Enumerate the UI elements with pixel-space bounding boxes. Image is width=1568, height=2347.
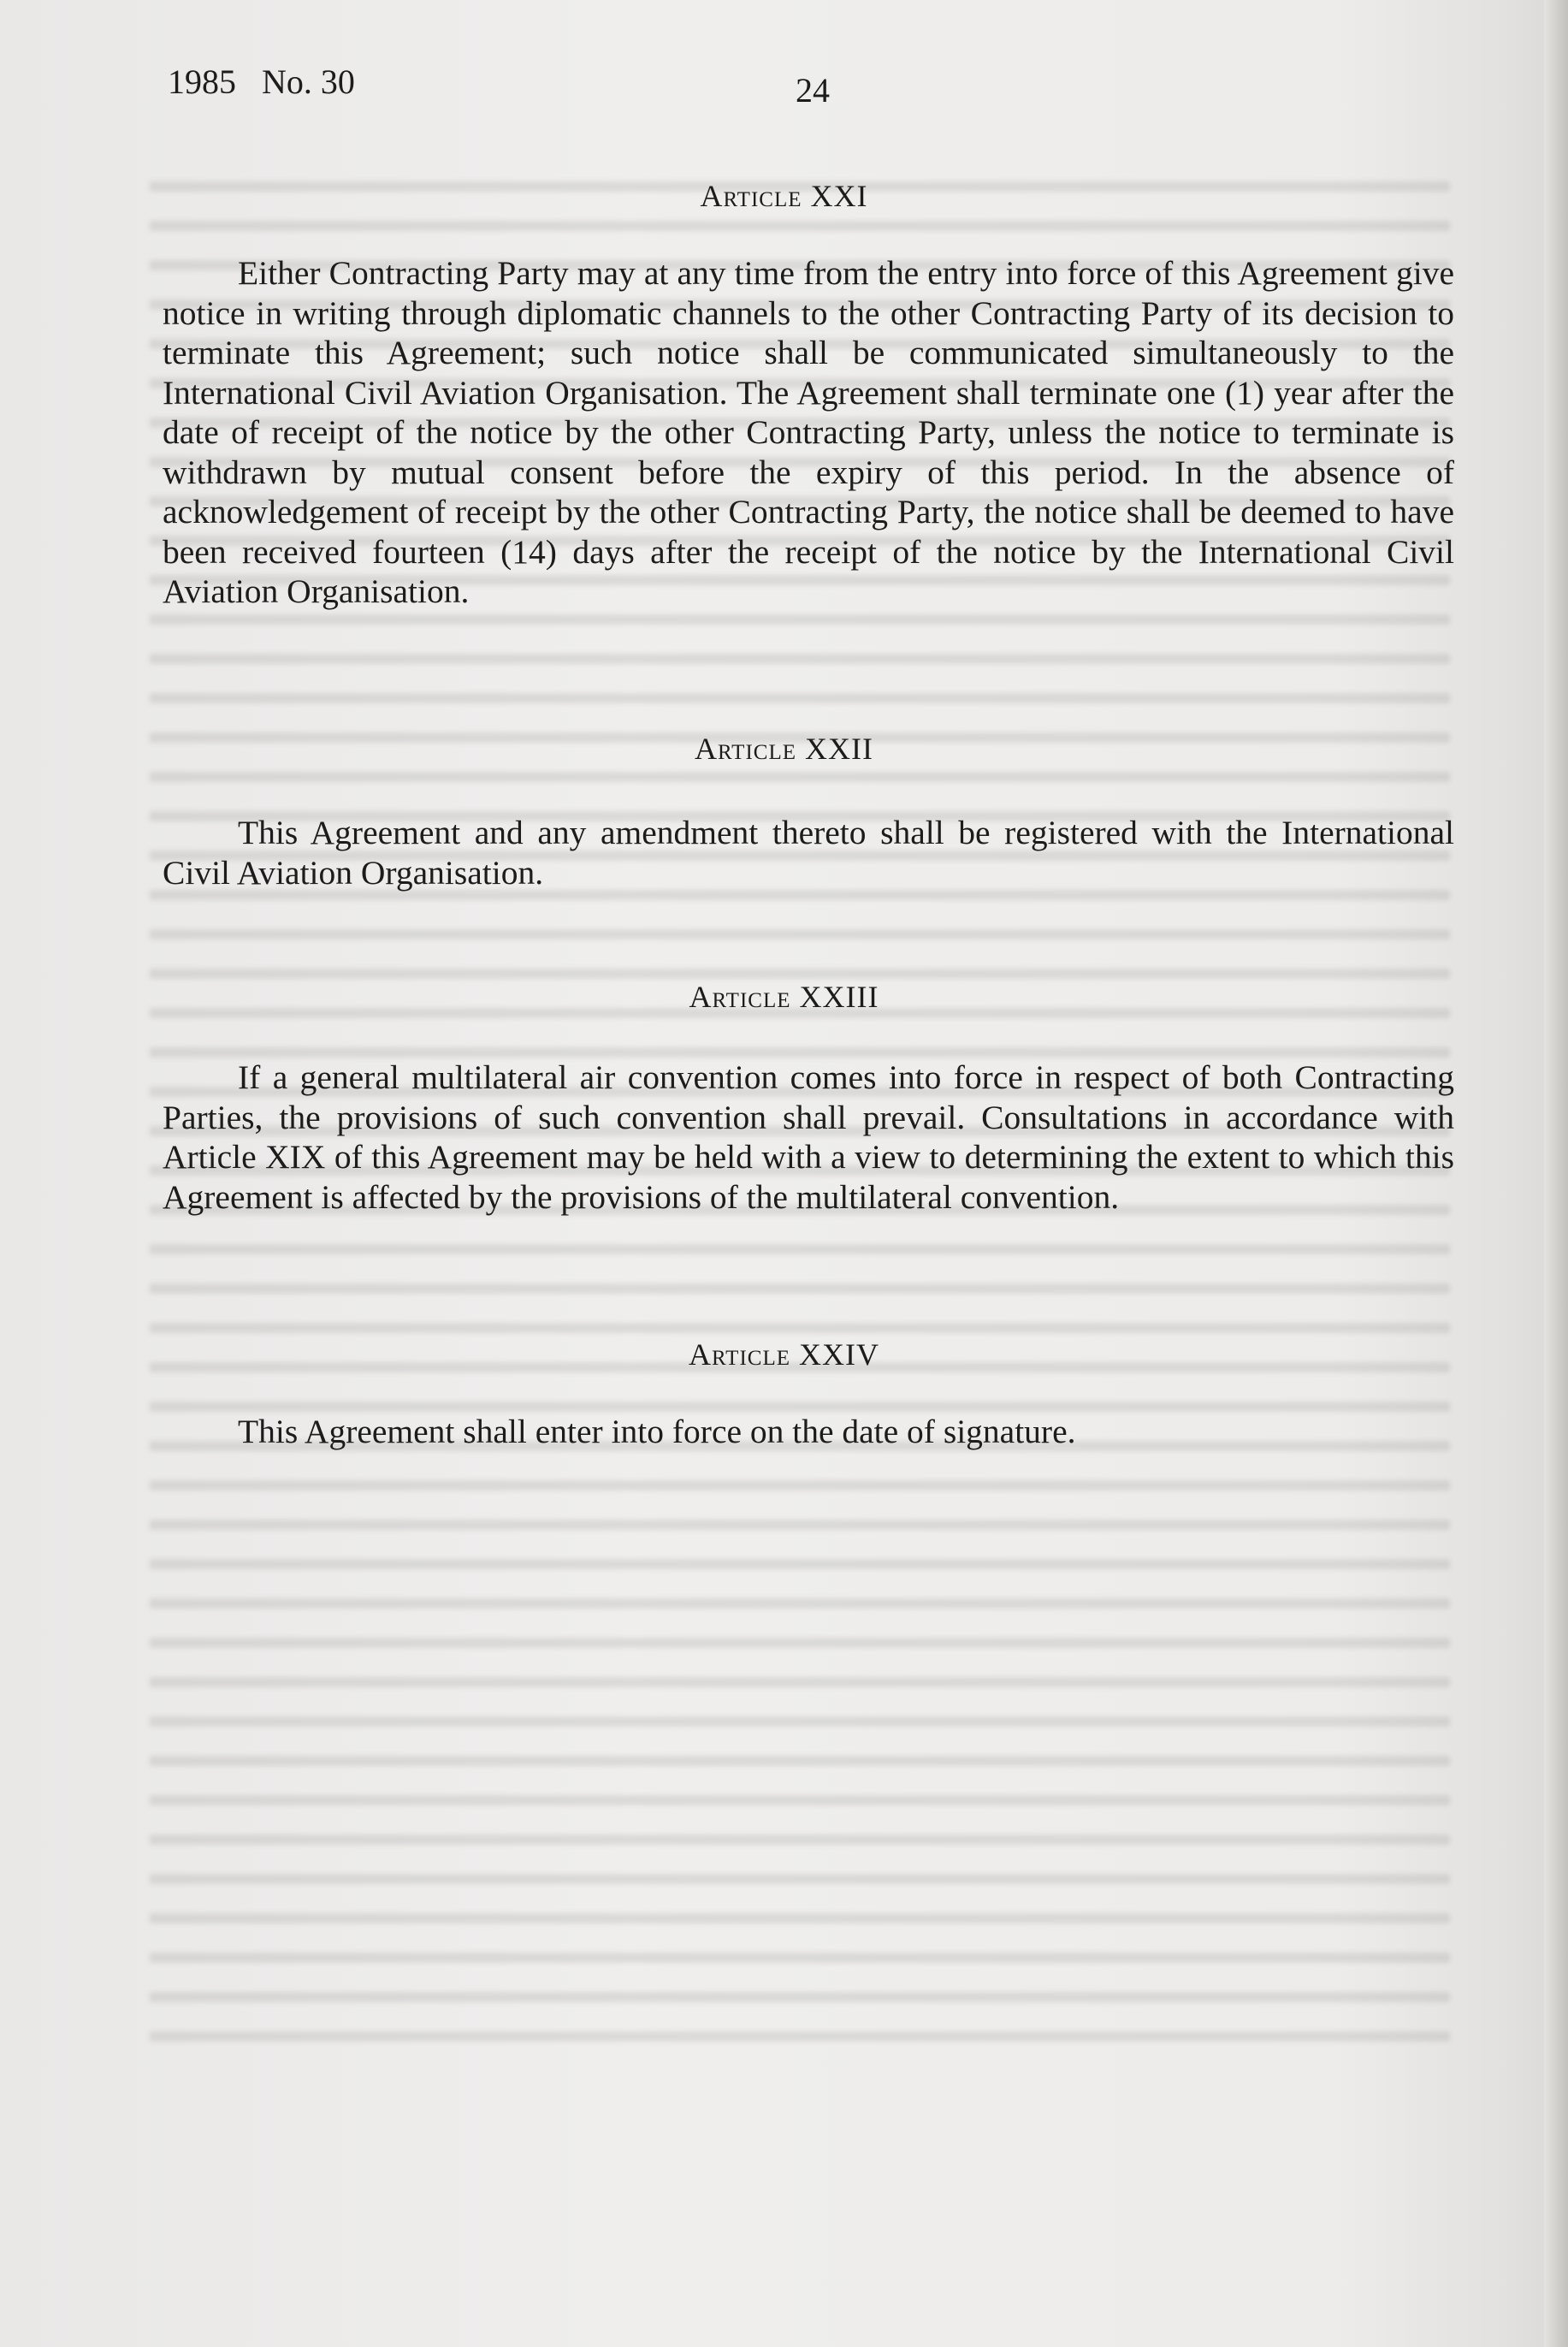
article-21-heading: Article XXI — [700, 179, 868, 213]
article-22-heading: Article XXII — [695, 732, 873, 766]
article-21-text: Either Contracting Party may at any time from the entry into force of this Agreement give notice in writing through diplomatic channels to the other Contracting Party of its decision to terminate this Agreement; such notice shall be communicated simultaneously to the International Civil Aviation Organisation. The Agreement shall terminate one (1) year after the date of receipt of the notice by the other Contracting Party, unless the notice to terminate is withdrawn by mutual consent before the expiry of this period. In the absence of acknowledgement of receipt by the other Contracting Party, the notice shall be deemed to have been received fourteen (14) days after the receipt of the notice by the International Civil Aviation Organisation. — [163, 254, 1454, 610]
article-24-text: This Agreement shall enter into force on the date of signature. — [238, 1413, 1076, 1450]
article-24-heading: Article XXIV — [689, 1337, 879, 1372]
page-number: 24 — [796, 71, 830, 110]
article-23-text: If a general multilateral air convention comes into force in respect of both Contracting Parties, the provisions of such convention shall prevail. Consultations in accordance with Article XIX of this Agreement may be held with a view to determining the extent to which this Agreement is affected by the provisions of the multilateral convention. — [163, 1058, 1454, 1216]
article-22-text: This Agreement and any amendment thereto shall be registered with the International Civil Aviation Organisation. — [163, 814, 1454, 892]
page-edge-shadow — [1544, 0, 1568, 2347]
article-23-heading: Article XXIII — [689, 980, 879, 1014]
document-reference: 1985 No. 30 — [168, 62, 355, 101]
